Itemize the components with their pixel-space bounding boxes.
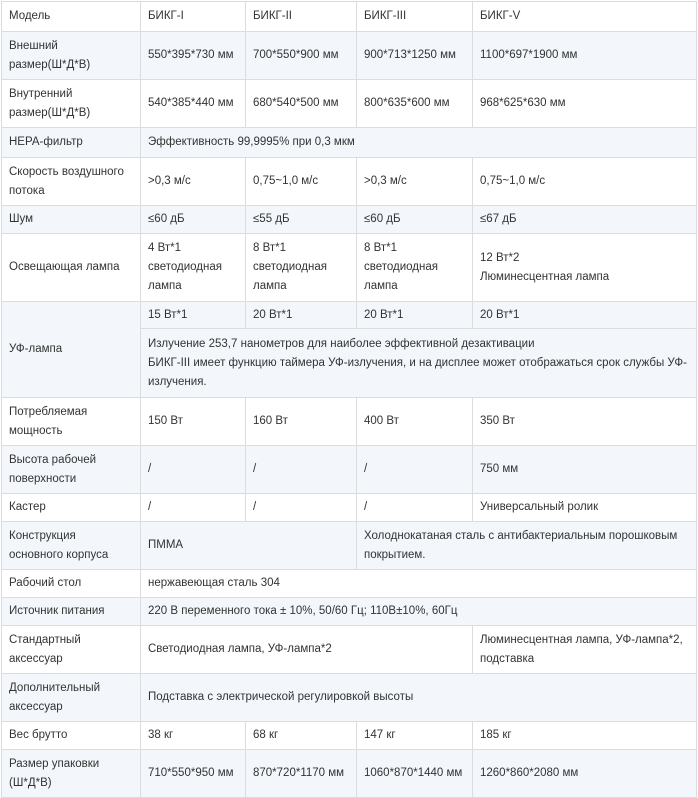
row-label-inner-size: Внутренний размер(Ш*Д*В) <box>2 80 141 128</box>
model-bikg-3: БИКГ-III <box>357 2 473 32</box>
body-steel-line-1: Холоднокатаная сталь с антибактериальным порошковым <box>364 529 678 542</box>
row-label-body: Конструкция основного корпуса <box>2 522 141 570</box>
table-row-pack <box>2 750 697 798</box>
table-row-supply <box>2 598 697 626</box>
table-row-power <box>2 398 697 446</box>
cell-caster-1: / <box>141 494 246 522</box>
cell-gross-5: 185 кг <box>473 722 697 750</box>
body-steel-line-2: покрытием. <box>364 548 426 561</box>
std-acc-b-line-1: Люминесцентная лампа, УФ-лампа*2, <box>480 633 683 646</box>
cell-work-height-1: / <box>141 446 246 494</box>
row-label-model: Модель <box>2 2 141 32</box>
cell-work-height-2: / <box>246 446 357 494</box>
row-label-supply: Источник питания <box>2 598 141 626</box>
cell-uv-3: 20 Вт*1 <box>357 302 473 329</box>
table-row-hepa <box>2 128 697 158</box>
cell-pack-2: 870*720*1170 мм <box>246 750 357 798</box>
cell-opt-acc: Подставка с электрической регулировкой высоты <box>141 674 697 722</box>
cell-lamp-5 <box>473 234 697 302</box>
row-label-airflow: Скорость воздушного потока <box>2 158 141 206</box>
table-row-noise <box>2 206 697 234</box>
cell-airflow-3: >0,3 м/с <box>357 158 473 206</box>
row-label-hepa: НЕРА-фильтр <box>2 128 141 158</box>
row-label-power: Потребляемая мощность <box>2 398 141 446</box>
cell-body-steel <box>357 522 697 570</box>
cell-lamp-5-line-1: 12 Вт*2 <box>480 251 520 264</box>
row-label-worktable: Рабочий стол <box>2 570 141 598</box>
cell-lamp-1-line-3: лампа <box>148 280 182 292</box>
cell-airflow-2: 0,75~1,0 м/с <box>246 158 357 206</box>
cell-gross-3: 147 кг <box>357 722 473 750</box>
cell-std-acc-a: Светодиодная лампа, УФ-лампа*2 <box>141 626 473 674</box>
table-row-caster <box>2 494 697 522</box>
model-bikg-1: БИКГ-I <box>141 2 246 32</box>
table-row-body <box>2 522 697 570</box>
cell-lamp-1-line-2: светодиодная <box>148 261 222 273</box>
cell-outer-size-5: 1100*697*1900 мм <box>473 32 697 80</box>
table-row-airflow <box>2 158 697 206</box>
table-row-uv <box>2 302 697 329</box>
uv-note-line-3: излучения. <box>148 375 207 388</box>
cell-gross-1: 38 кг <box>141 722 246 750</box>
row-label-uv: УФ-лампа <box>2 302 141 398</box>
cell-lamp-2-line-3: лампа <box>253 280 287 292</box>
row-label-std-acc: Стандартный аксессуар <box>2 626 141 674</box>
row-label-opt-acc: Дополнительный аксессуар <box>2 674 141 722</box>
row-label-work-height: Высота рабочей поверхности <box>2 446 141 494</box>
cell-lamp-3-line-1: 8 Вт*1 <box>364 242 398 254</box>
row-label-caster: Кастер <box>2 494 141 522</box>
cell-lamp-2-line-1: 8 Вт*1 <box>253 242 287 254</box>
cell-noise-3: ≤60 дБ <box>357 206 473 234</box>
cell-body-pmma: ПММА <box>141 522 357 570</box>
cell-pack-1: 710*550*950 мм <box>141 750 246 798</box>
table-row-std-acc <box>2 626 697 674</box>
std-acc-b-line-2: подставка <box>480 652 535 665</box>
cell-hepa: Эффективность 99,9995% при 0,3 мкм <box>141 128 697 158</box>
cell-power-2: 160 Вт <box>246 398 357 446</box>
cell-outer-size-2: 700*550*900 мм <box>246 32 357 80</box>
cell-caster-5: Универсальный ролик <box>473 494 697 522</box>
cell-gross-2: 68 кг <box>246 722 357 750</box>
cell-inner-size-2: 680*540*500 мм <box>246 80 357 128</box>
uv-note-line-1: Излучение 253,7 нанометров для наиболее эффективной дезактивации <box>148 337 535 350</box>
cell-supply: 220 В переменного тока ± 10%, 50/60 Гц; 110В±10%, 60Гц <box>141 598 697 626</box>
cell-worktable: нержавеющая сталь 304 <box>141 570 697 598</box>
cell-noise-1: ≤60 дБ <box>141 206 246 234</box>
row-label-outer-size: Внешний размер(Ш*Д*В) <box>2 32 141 80</box>
row-label-lamp: Освещающая лампа <box>2 234 141 302</box>
cell-outer-size-1: 550*395*730 мм <box>141 32 246 80</box>
cell-lamp-5-line-2: Люминесцентная лампа <box>480 270 610 283</box>
model-bikg-2: БИКГ-II <box>246 2 357 32</box>
cell-lamp-2 <box>246 234 357 302</box>
cell-outer-size-3: 900*713*1250 мм <box>357 32 473 80</box>
cell-uv-note <box>141 329 697 398</box>
cell-lamp-1 <box>141 234 246 302</box>
table-row-work-height <box>2 446 697 494</box>
cell-lamp-1-line-1: 4 Вт*1 <box>148 242 182 254</box>
cell-lamp-3-line-2: светодиодная <box>364 261 438 273</box>
table-row-opt-acc <box>2 674 697 722</box>
cell-power-3: 400 Вт <box>357 398 473 446</box>
row-label-pack: Размер упаковки (Ш*Д*В) <box>2 750 141 798</box>
cell-work-height-5: 750 мм <box>473 446 697 494</box>
row-label-gross: Вес брутто <box>2 722 141 750</box>
cell-lamp-3 <box>357 234 473 302</box>
cell-power-1: 150 Вт <box>141 398 246 446</box>
table-row-lamp <box>2 234 697 302</box>
cell-caster-3: / <box>357 494 473 522</box>
table-row-outer-size <box>2 32 697 80</box>
cell-noise-5: ≤67 дБ <box>473 206 697 234</box>
row-label-noise: Шум <box>2 206 141 234</box>
cell-uv-5: 20 Вт*1 <box>473 302 697 329</box>
cell-airflow-1: >0,3 м/с <box>141 158 246 206</box>
cell-std-acc-b <box>473 626 697 674</box>
cell-uv-1: 15 Вт*1 <box>141 302 246 329</box>
cell-inner-size-1: 540*385*440 мм <box>141 80 246 128</box>
cell-caster-2: / <box>246 494 357 522</box>
table-row-worktable <box>2 570 697 598</box>
cell-pack-5: 1260*860*2080 мм <box>473 750 697 798</box>
cell-lamp-3-line-3: лампа <box>364 280 398 292</box>
table-row-inner-size <box>2 80 697 128</box>
spec-table <box>1 1 697 798</box>
cell-airflow-5: 0,75~1,0 м/с <box>473 158 697 206</box>
cell-power-5: 350 Вт <box>473 398 697 446</box>
table-row-gross <box>2 722 697 750</box>
uv-note-line-2: БИКГ-III имеет функцию таймера УФ-излучения, и на дисплее может отображаться срок службы УФ- <box>148 356 687 369</box>
cell-work-height-3: / <box>357 446 473 494</box>
cell-inner-size-3: 800*635*600 мм <box>357 80 473 128</box>
cell-uv-2: 20 Вт*1 <box>246 302 357 329</box>
cell-inner-size-5: 968*625*630 мм <box>473 80 697 128</box>
table-row-model <box>2 2 697 32</box>
cell-lamp-2-line-2: светодиодная <box>253 261 327 273</box>
model-bikg-5: БИКГ-V <box>473 2 697 32</box>
cell-pack-3: 1060*870*1440 мм <box>357 750 473 798</box>
cell-noise-2: ≤55 дБ <box>246 206 357 234</box>
